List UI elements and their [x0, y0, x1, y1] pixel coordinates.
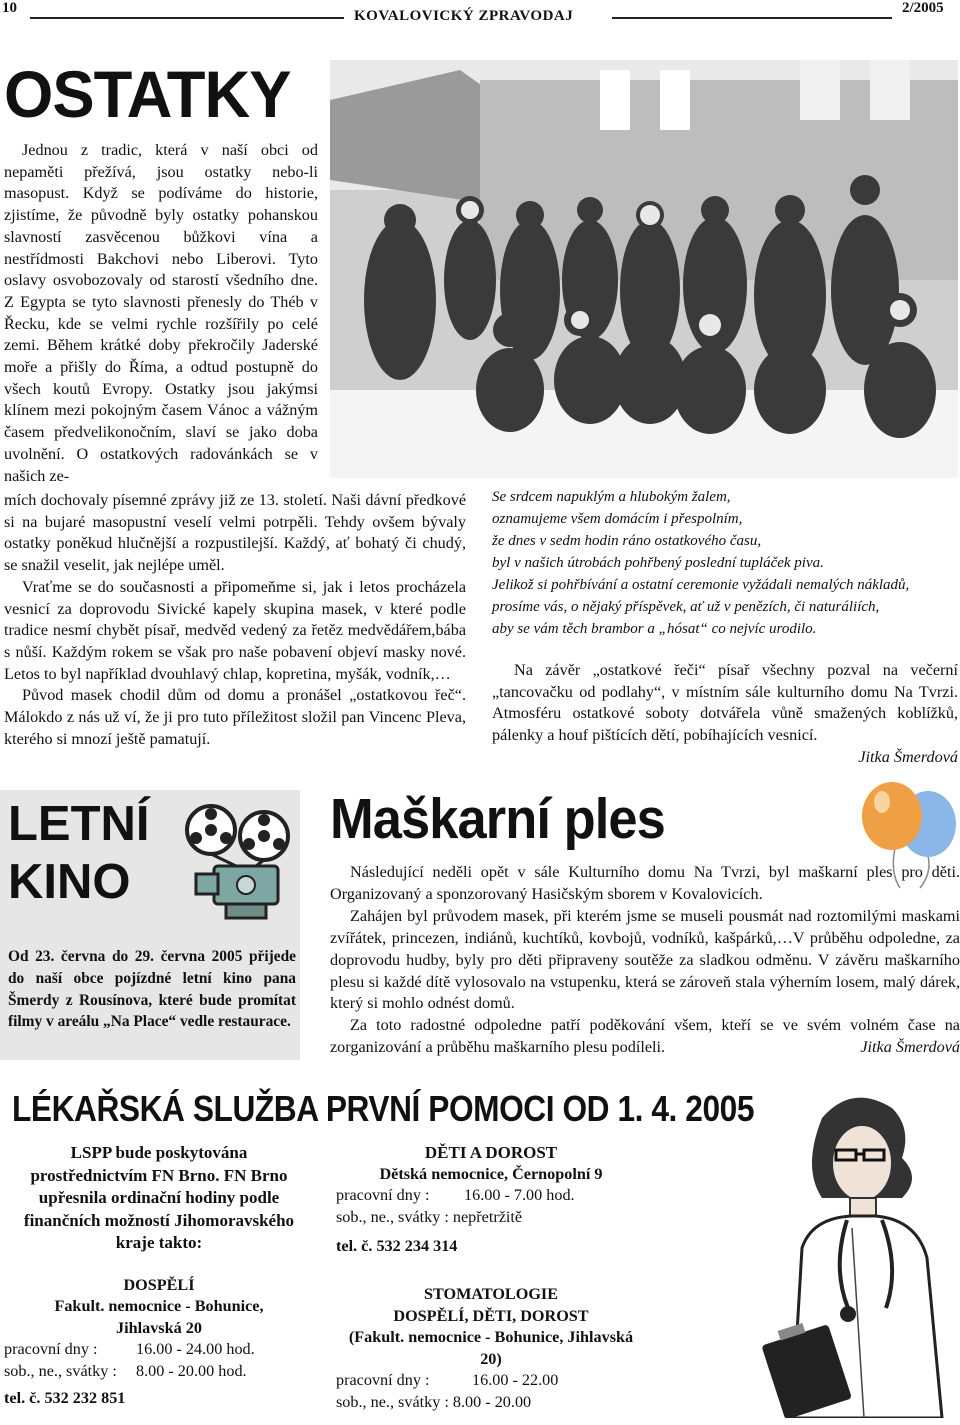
ostatky-closing-paragraph: Na závěr „ostatkové řeči“ písař všechny pozval na večerní „tancovačku od podlahy“, v místním sále kulturního domu Na Tvrzi. Atmosféru ostatkové soboty dotvářela vůně smažených koblížků, pálenky a houf pištících dětí, pobíhajících vesnicí.: [492, 661, 958, 745]
children-heading: DĚTI A DOROST: [424, 1143, 558, 1162]
children-weekend-label: sob., ne., svátky :: [336, 1207, 449, 1226]
dental-weekend: [336, 1392, 646, 1414]
adults-weekdays-label: pracovní dny :: [4, 1340, 98, 1359]
children-place: Dětská nemocnice, Černopolní 9: [379, 1164, 603, 1183]
doctor-illustration: [752, 1088, 960, 1418]
publication-title: KOVALOVICKÝ ZPRAVODAJ: [354, 8, 574, 24]
adults-weekend-hours: 8.00 - 20.00 hod.: [136, 1361, 247, 1380]
adults-heading: DOSPĚLÍ: [123, 1275, 195, 1294]
header-rule-left: [30, 17, 344, 19]
ostatky-closing: [492, 660, 958, 769]
poem-line: Jelikož si pohřbívání a ostatní ceremonie vyžádali nemalých nákladů,: [492, 577, 910, 593]
ostatky-paragraph-3: Původ masek chodil dům od domu a pronášel „ostatkovou řeč“. Málokdo z nás už ví, že ji pro tuto příležitost složil pan Vincenc Pleva, kterého si mnozí ještě pamatují.: [4, 686, 466, 748]
lspp-headline: LÉKAŘSKÁ SLUŽBA PRVNÍ POMOCI OD 1. 4. 2005: [12, 1088, 755, 1129]
letni-kino-headline: LETNÍ KINO: [8, 797, 150, 909]
ostatky-author: Jitka Šmerdová: [858, 747, 958, 766]
poem-line: Se srdcem napuklým a hlubokým žalem,: [492, 489, 731, 505]
dental-weekdays-label: pracovní dny :: [336, 1371, 430, 1390]
group-photo-masks: [330, 60, 958, 478]
dental-weekdays: [336, 1370, 646, 1392]
film-projector-icon: [176, 800, 296, 930]
issue-number: 2/2005: [902, 0, 944, 16]
poem-line: byl v našich útrobách pohřbený poslední tupláček piva.: [492, 555, 824, 571]
maskarni-ples-headline: Maškarní ples: [330, 787, 665, 851]
dental-weekdays-hours: 16.00 - 22.00: [472, 1371, 559, 1390]
lspp-right-column: [336, 1142, 646, 1414]
ples-paragraph-3-text: Za toto radostné odpoledne patří poděkování všem, kteří se ve svém volném čase na zorganizování a průběhu maškarního plesu podíleli.: [330, 1016, 960, 1057]
children-weekend: [336, 1207, 646, 1229]
ples-paragraph-1: Následující neděli opět v sále Kulturního domu Na Tvrzi, byl maškarní ples pro děti. Organizovaný a sponzorovaný Hasičským sborem v Kovalovicích.: [330, 863, 960, 903]
adults-weekdays: [4, 1339, 314, 1361]
ples-paragraph-2: Zahájen byl průvodem masek, při kterém jsme se museli pousmát nad roztomilými maskami zvířátek, princezen, indiánů, kuchtíků, kovbojů, vodníků, kašpárků,…V průběhu odpoledne, za doprovodu hudby, byly pro děti připraveny soutěže za sladkou odměnu. V závěru maškarního plesu si každé dítě vylosovalo na vstupenku, která se zároveň stala výherním losem, malý dárek, který si mohlo odnést domů.: [330, 906, 960, 1013]
maskarni-ples-body: [330, 862, 960, 1059]
header-rule-right: [612, 17, 892, 19]
adults-phone: tel. č. 532 232 851: [4, 1389, 126, 1408]
dental-weekend-label: sob., ne., svátky :: [336, 1392, 449, 1411]
ostatkova-rec-poem: [492, 486, 960, 640]
children-phone: tel. č. 532 234 314: [336, 1237, 458, 1256]
poem-line: oznamujeme všem domácím i přespolním,: [492, 511, 743, 527]
poem-line: prosíme vás, o nějaký příspěvek, ať už v penězích, či naturáliích,: [492, 599, 880, 615]
ostatky-intro-column: [4, 140, 318, 487]
dental-weekend-hours: 8.00 - 20.00: [452, 1392, 532, 1411]
ostatky-headline: OSTATKY: [4, 57, 291, 131]
adults-place: Fakult. nemocnice - Bohunice, Jihlavská 20: [54, 1297, 264, 1337]
ostatky-paragraph-1: Jednou z tradic, která v naší obci od nepaměti přežívá, jsou ostatky nebo-li masopust. Když se podíváme do historie, zjistíme, že původně byly ostatky pohanskou slavností zasvěcenou bůžkovi vína a nestřídmosti Bakchovi nebo Liberovi. Tyto oslavy osvobozovaly od starostí všedního dne. Z Egypta se tyto slavnosti přenesly do Théb v Řecku, kde se velmi rychle rozšířily po celé zemi. Během krátké doby překročily Jaderské moře a přišly do Říma, a odtud postupně do všech koutů Evropy. Ostatky jsou jakýmsi klínem mezi pokojným časem Vánoc a vážným časem předvelikonočním, slaví se jako doba uvolnění. O ostatkových radovánkách se v našich ze-: [4, 141, 318, 485]
adults-weekend-label: sob., ne., svátky :: [4, 1361, 117, 1380]
ostatky-paragraph-2: Vraťme se do současnosti a připomeňme si, jak i letos procházela vesnicí za doprovodu Sivické kapely skupina masek, v které podle tradice nesmí chybět písař, medvěd vedený za řetěz medvědářem,bába s nůší. Každým rokem se však pro naše pobavení objeví masky nové. Letos to byl například dvouhlavý chlap, kopretina, myšák, vodník,…: [4, 577, 466, 683]
poem-line: že dnes v sedm hodin ráno ostatkového času,: [492, 533, 762, 549]
dental-place: (Fakult. nemocnice - Bohunice, Jihlavská 20): [348, 1328, 634, 1368]
adults-weekdays-hours: 16.00 - 24.00 hod.: [136, 1340, 255, 1359]
dental-heading: STOMATOLOGIE DOSPĚLÍ, DĚTI, DOROST: [393, 1284, 589, 1325]
lspp-intro: LSPP bude poskytována prostřednictvím FN Brno. FN Brno upřesnila ordinační hodiny podle finančních možností Jihomoravského kraje takto:: [23, 1143, 295, 1252]
ples-author: Jitka Šmerdová: [860, 1038, 960, 1057]
letni-kino-text: Od 23. června do 29. června 2005 přijede do naší obce pojízdné letní kino pana Šmerdy z Rousínova, které bude promítat filmy v areálu „Na Place“ vedle restaurace.: [8, 948, 296, 1031]
poem-line: aby se vám těch brambor a „hósat“ co nejvíc urodilo.: [492, 621, 817, 637]
children-weekdays-label: pracovní dny :: [336, 1186, 430, 1205]
ples-paragraph-3: [330, 1015, 960, 1059]
children-weekend-hours: nepřetržitě: [452, 1207, 523, 1226]
ostatky-body: [4, 490, 466, 750]
children-weekdays-hours: 16.00 - 7.00 hod.: [464, 1186, 575, 1205]
children-weekdays: [336, 1185, 646, 1207]
adults-weekend: [4, 1361, 314, 1383]
ostatky-paragraph-1-continued: mích dochovaly písemné zprávy již ze 13. století. Naši dávní předkové si na bujaré masopustní veselí velmi potrpěli. Tehdy ovšem bývaly ostatky poněkud hlučnější a rozpustilejší. Každý, ať bohatý či chudý, se snažil veselit, jak nejlépe uměl.: [4, 491, 466, 575]
page-number: 10: [2, 0, 17, 16]
lspp-left-column: [4, 1142, 314, 1410]
